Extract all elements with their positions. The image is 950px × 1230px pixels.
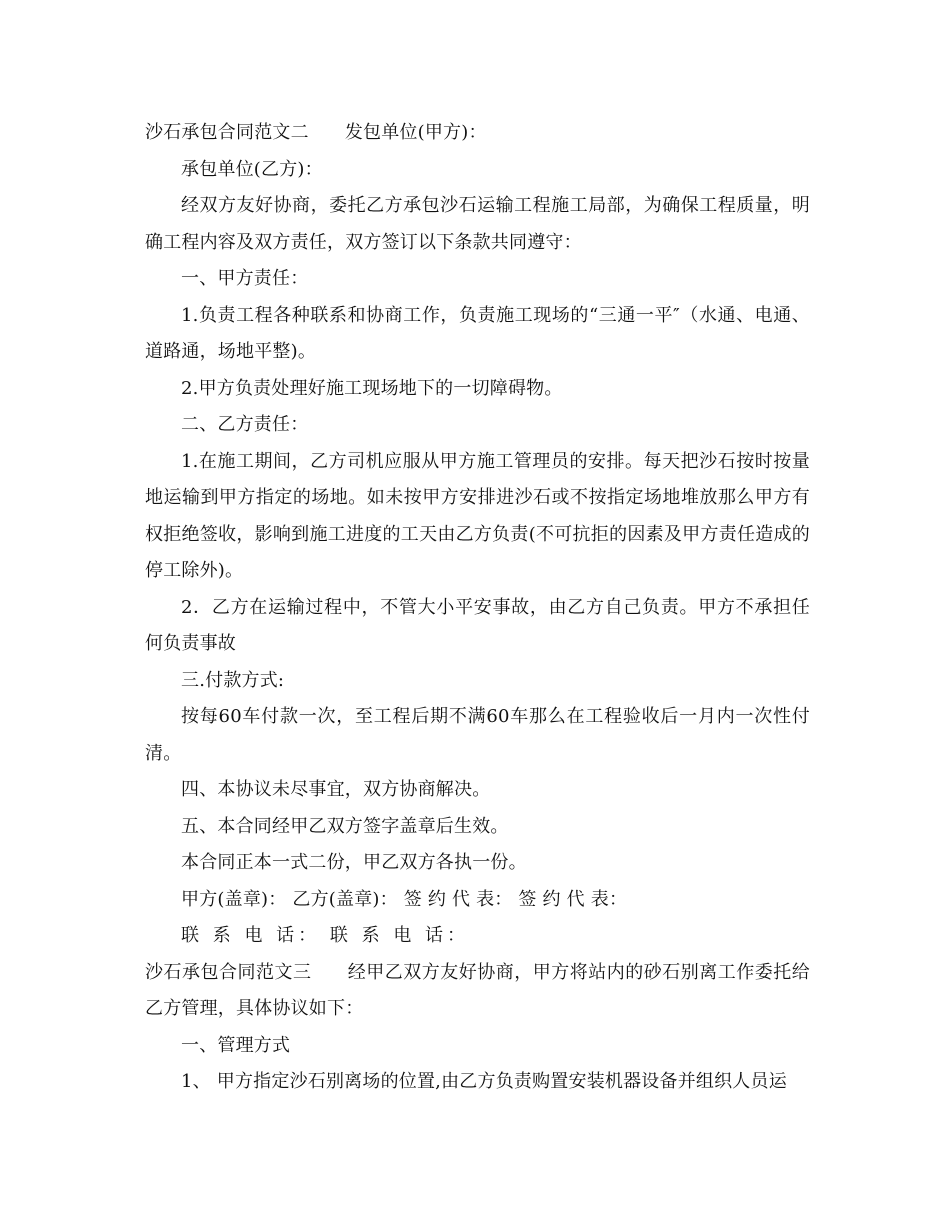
phone-line: 联 系 电 话： 联 系 电 话： [181, 925, 470, 946]
payment-clause: 按每60车付款一次，至工程后期不满60车那么在工程验收后一月内一次性付清。 [145, 706, 810, 764]
contract-three-preamble: 经甲乙双方友好协商，甲方将站内的砂石别离工作委托给乙方管理，具体协议如下： [145, 961, 810, 1019]
contractor-label: 承包单位(乙方)： [181, 158, 323, 180]
section-five: 五、本合同经甲乙双方签字盖章后生效。 [181, 815, 509, 837]
party-a-clause-1: 1.负责工程各种联系和协商工作，负责施工现场的“三通一平″（水通、电通、道路通，场地平整)。 [145, 304, 810, 362]
party-b-clause-1: 1.在施工期间，乙方司机应服从甲方施工管理员的安排。每天把沙石按时按量地运输到甲方指定的场地。如未按甲方安排进沙石或不按指定场地堆放那么甲方有权拒绝签收，影响到施工进度的工天由乙方负责(不可抗拒的因素及甲方责任造成的停工除外)。 [145, 450, 810, 581]
party-a-clause-2: 2.甲方负责处理好施工现场地下的一切障碍物。 [181, 377, 563, 399]
document-body [145, 115, 810, 1101]
contract-title-three: 沙石承包合同范文三 [145, 961, 312, 983]
employer-label: 发包单位(甲方)： [344, 122, 487, 143]
signature-line: 甲方(盖章)： 乙方(盖章)： 签 约 代 表： 签 约 代 表： [181, 888, 628, 910]
preamble-paragraph: 经双方友好协商，委托乙方承包沙石运输工程施工局部，为确保工程质量，明确工程内容及双方责任，双方签订以下条款共同遵守： [145, 195, 810, 253]
copies-clause: 本合同正本一式二份，甲乙双方各执一份。 [181, 852, 527, 873]
management-clause-1: 1、 甲方指定沙石别离场的位置,由乙方负责购置安装机器设备并组织人员运 [181, 1071, 787, 1092]
contract-header-line [145, 115, 810, 152]
section-heading-payment: 三.付款方式: [181, 669, 285, 691]
contract-three-intro [145, 955, 810, 1028]
contract-title-two: 沙石承包合同范文二 [145, 122, 309, 143]
section-heading-party-a: 一、甲方责任： [181, 268, 309, 289]
section-four: 四、本协议未尽事宜，双方协商解决。 [181, 779, 491, 800]
section-heading-party-b: 二、乙方责任： [181, 414, 309, 435]
party-b-clause-2: 2．乙方在运输过程中，不管大小平安事故，由乙方自己负责。甲方不承担任何负责事故 [145, 596, 810, 654]
section-heading-management: 一、管理方式 [181, 1034, 291, 1056]
